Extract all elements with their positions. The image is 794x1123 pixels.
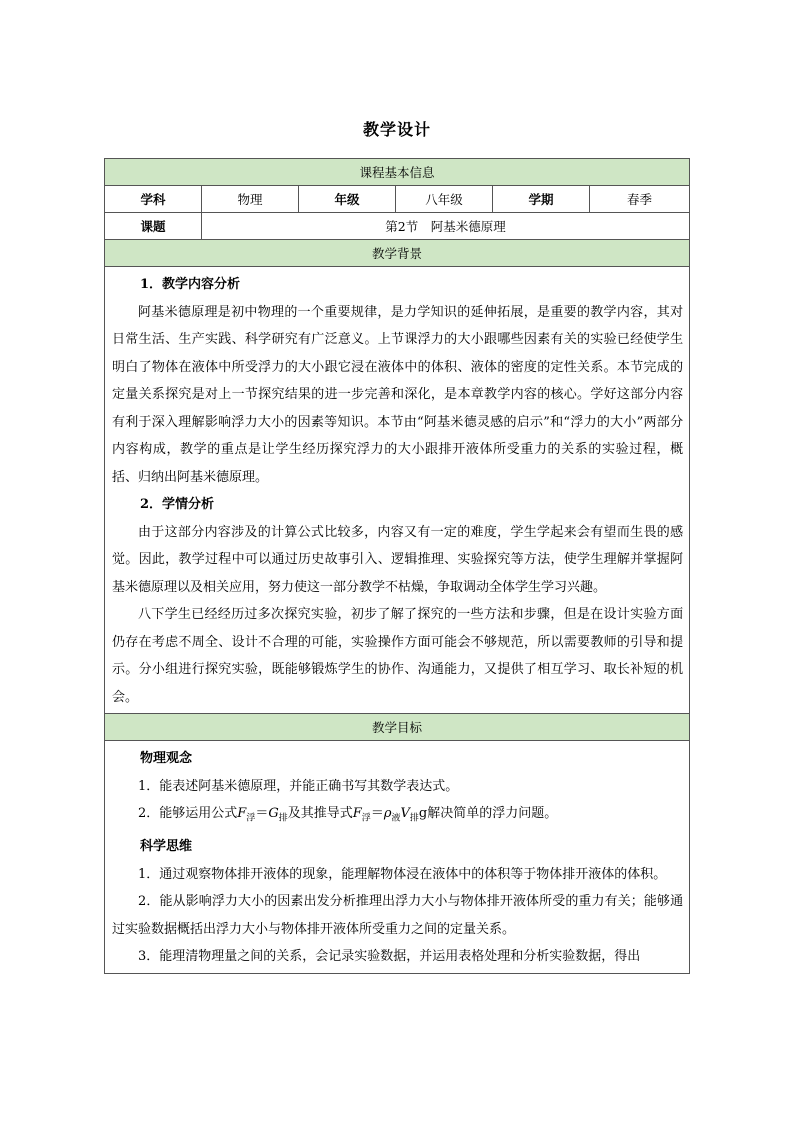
formula-mid-text: 及其推导式 bbox=[287, 806, 353, 821]
formula-subscript: 浮 bbox=[361, 813, 371, 824]
formula-symbol-V: V bbox=[400, 806, 410, 821]
page-title: 教学设计 bbox=[362, 120, 431, 139]
background-content-row bbox=[105, 267, 690, 714]
student-analysis-paragraph: 由于这部分内容涉及的计算公式比较多，内容又有一定的难度，学生学起来会有望而生畏的感觉。因此，教学过程中可以通过历史故事引入、逻辑推理、实验探究等方法，使学生理解并掌握阿基米德原理以及相关应用，努力使这一部分教学不枯燥，争取调动全体学生学习兴趣。 bbox=[112, 524, 684, 595]
scientific-thinking-heading: 科学思维 bbox=[140, 839, 193, 855]
lesson-row bbox=[105, 213, 690, 240]
subject-label: 学科 bbox=[105, 186, 202, 213]
student-analysis-paragraph: 八下学生已经经历过多次探究实验，初步了解了探究的一些方法和步骤，但是在设计实验方面仍存在考虑不周全、设计不合理的可能，实验操作方面可能会不够规范，所以需要教师的引导和提示。分小组进行探究实验，既能够锻炼学生的协作、沟通能力，又提供了相互学习、取长补短的机会。 bbox=[112, 607, 684, 705]
basic-info-header: 课程基本信息 bbox=[105, 159, 690, 186]
goals-content-row bbox=[105, 741, 690, 974]
physics-goal-item: 1．能表述阿基米德原理，并能正确书写其数学表达式。 bbox=[138, 778, 459, 794]
lesson-plan-table bbox=[104, 158, 690, 974]
formula-subscript: 排 bbox=[409, 813, 419, 824]
formula-symbol-F: F bbox=[352, 806, 362, 821]
formula-suffix: 解决简单的浮力问题。 bbox=[427, 806, 558, 821]
content-analysis-heading: 1．教学内容分析 bbox=[140, 277, 241, 292]
lesson-value: 第2节 阿基米德原理 bbox=[202, 213, 690, 240]
physics-goal-formula-item bbox=[112, 800, 683, 833]
thinking-goal-item: 2．能从影响浮力大小的因素出发分析推理出浮力大小与物体排开液体所受的重力有关；能够通过实验数据概括出浮力大小与物体排开液体所受重力之间的定量关系。 bbox=[112, 894, 684, 937]
formula-prefix: 2．能够运用公式 bbox=[138, 806, 238, 821]
content-analysis-paragraph: 阿基米德原理是初中物理的一个重要规律，是力学知识的延伸拓展，是重要的教学内容，其对日常生活、生产实践、科学研究有广泛意义。上节课浮力的大小跟哪些因素有关的实验已经使学生明白了物体在液体中所受浮力的大小跟它浸在液体中的体积、液体的密度的定性关系。本节完成的定量关系探究是对上一节探究结果的进一步完善和深化，是本章教学内容的核心。学好这部分内容有利于深入理解影响浮力大小的因素等知识。本节由“阿基米德灵感的启示”和“浮力的大小”两部分内容构成，教学的重点是让学生经历探究浮力的大小跟排开液体所受重力的关系的实验过程，概括、归纳出阿基米德原理。 bbox=[112, 304, 684, 485]
formula-subscript: 液 bbox=[391, 813, 401, 824]
grade-label: 年级 bbox=[299, 186, 396, 213]
formula-symbol-G: G bbox=[268, 806, 279, 821]
background-content bbox=[105, 267, 690, 714]
formula-subscript: 排 bbox=[278, 813, 288, 824]
formula-subscript: 浮 bbox=[246, 813, 256, 824]
background-header-row bbox=[105, 240, 690, 267]
thinking-goal-item: 1．通过观察物体排开液体的现象，能理解物体浸在液体中的体积等于物体排开液体的体积。 bbox=[138, 866, 667, 882]
term-label: 学期 bbox=[493, 186, 590, 213]
background-header: 教学背景 bbox=[105, 240, 690, 267]
grade-value: 八年级 bbox=[396, 186, 493, 213]
physics-concept-heading: 物理观念 bbox=[140, 751, 193, 766]
basic-info-header-row bbox=[105, 159, 690, 186]
formula-equals: ＝ bbox=[255, 806, 269, 821]
goals-content bbox=[105, 741, 690, 974]
basic-info-row bbox=[105, 186, 690, 213]
thinking-goal-item: 3．能理清物理量之间的关系，会记录实验数据，并运用表格处理和分析实验数据，得出 bbox=[138, 949, 641, 965]
formula-equals: ＝ bbox=[370, 806, 384, 821]
goals-header-row bbox=[105, 714, 690, 741]
subject-value: 物理 bbox=[202, 186, 299, 213]
term-value: 春季 bbox=[590, 186, 690, 213]
formula-symbol-g: g bbox=[418, 806, 428, 821]
lesson-label: 课题 bbox=[105, 213, 202, 240]
goals-header: 教学目标 bbox=[105, 714, 690, 741]
formula-symbol-rho: ρ bbox=[383, 806, 392, 821]
formula-symbol-F: F bbox=[237, 806, 247, 821]
student-analysis-heading: 2．学情分析 bbox=[140, 497, 215, 512]
